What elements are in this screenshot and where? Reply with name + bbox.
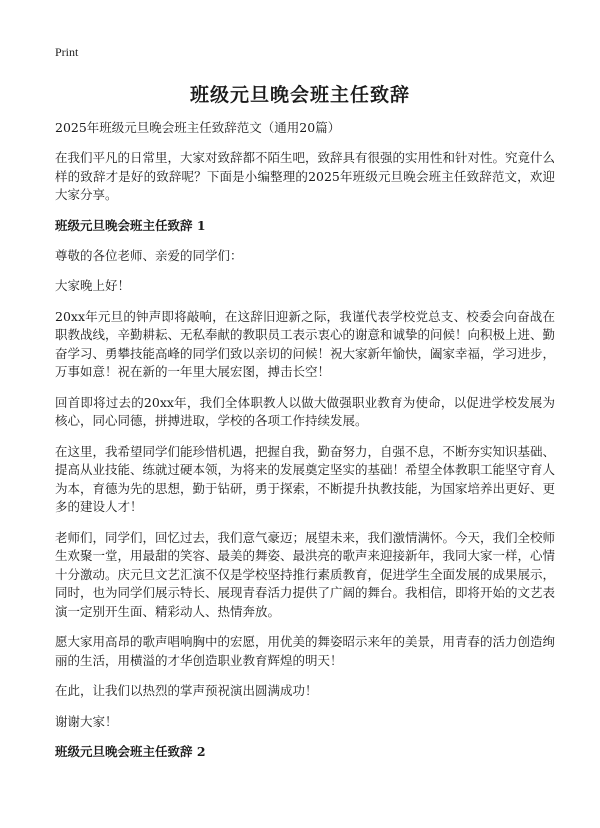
body-paragraph: 老师们，同学们，回忆过去，我们意气豪迈；展望未来，我们激情满怀。今天，我们全校师生欢聚一堂，用最甜的笑容、最美的舞姿、最洪亮的歌声来迎接新年，我同大家一样，心情十分激动。庆元旦文艺汇演不仅是学校坚持推行素质教育，促进学生全面发展的成果展示，同时，也为同学们展示特长、展现青春活力提供了广阔的舞台。我相信，即将开始的文艺表演一定别开生面、精彩动人、热情奔放。: [55, 529, 556, 619]
document-body: [55, 119, 555, 773]
body-paragraph: 在这里，我希望同学们能珍惜机遇，把握自我，勤奋努力，自强不息，不断夯实知识基础、提高从业技能、练就过硬本领，为将来的发展奠定坚实的基础！希望全体教职工能坚守育人为本，育德为先的思想，勤于钻研，勇于探索，不断提升执教技能，为国家培养出更好、更多的建设人才！: [55, 443, 556, 514]
intro-paragraph: 在我们平凡的日常里，大家对致辞都不陌生吧，致辞具有很强的实用性和针对性。究竟什么样的致辞才是好的致辞呢？下面是小编整理的2025年班级元旦晚会班主任致辞范文，欢迎大家分享。: [55, 150, 556, 202]
greeting: 大家晚上好！: [55, 278, 131, 293]
page-title: 班级元旦晚会班主任致辞: [189, 84, 410, 106]
section-heading-1: 班级元旦晚会班主任致辞 1: [55, 217, 206, 233]
closing-thanks: 谢谢大家！: [55, 713, 118, 729]
body-paragraph: 20xx年元旦的钟声即将敲响，在这辞旧迎新之际，我谨代表学校党总支、校委会向奋战在职教战线，辛勤耕耘、无私奉献的教职员工表示衷心的谢意和诚挚的问候！向积极上进、勤奋学习、勇攀技能高峰的同学们致以亲切的问候！祝大家新年愉快，阖家幸福，学习进步，万事如意！祝在新的一年里大展宏图，搏击长空！: [55, 308, 556, 379]
body-paragraph: 在此，让我们以热烈的掌声预祝演出圆满成功！: [55, 683, 318, 698]
body-paragraph: 回首即将过去的20xx年，我们全体职教人以做大做强职业教育为使命，以促进学校发展为核心，同心同德，拼搏进取，学校的各项工作持续发展。: [55, 394, 555, 428]
body-paragraph: 愿大家用高昂的歌声唱响胸中的宏愿，用优美的舞姿昭示来年的美景，用青春的活力创造绚丽的生活，用横溢的才华创造职业教育辉煌的明天！: [55, 634, 556, 668]
salutation: 尊敬的各位老师、亲爱的同学们：: [55, 247, 243, 263]
section-heading-2: 班级元旦晚会班主任致辞 2: [55, 744, 206, 759]
document-subtitle: 2025年班级元旦晚会班主任致辞范文（通用20篇）: [55, 120, 341, 135]
print-label: Print: [55, 45, 79, 59]
